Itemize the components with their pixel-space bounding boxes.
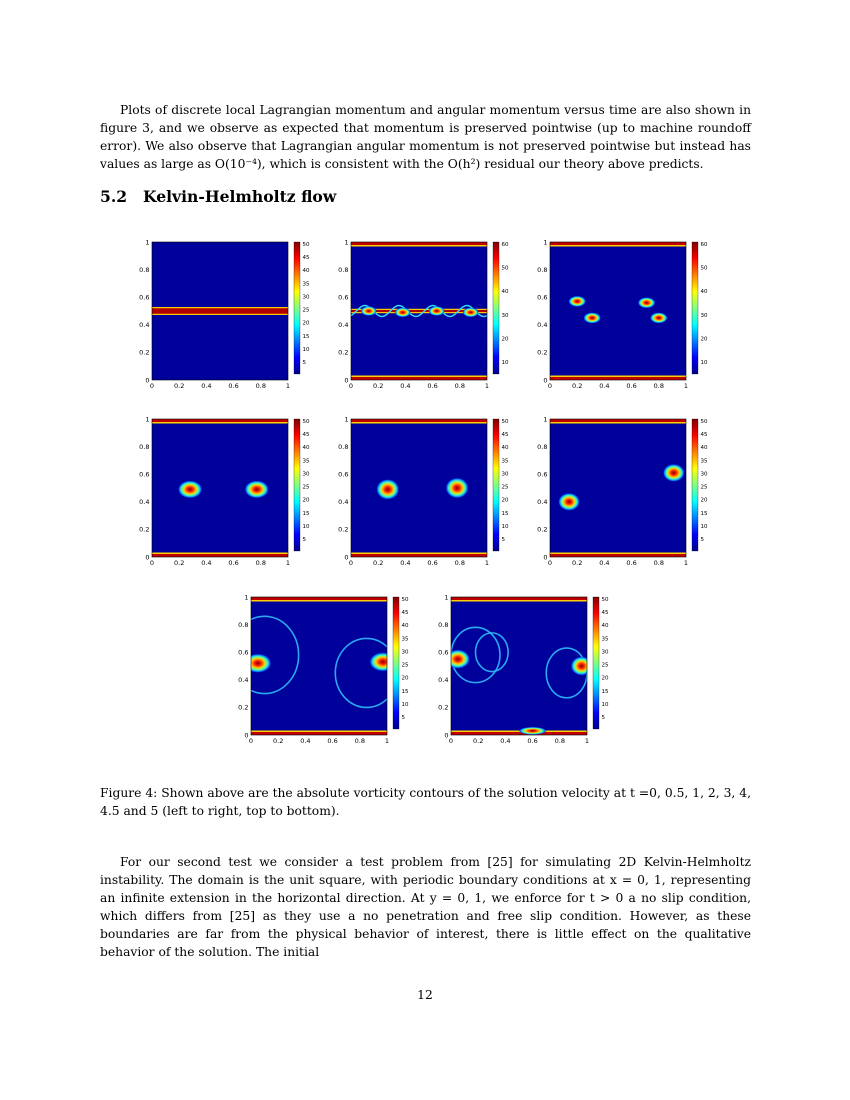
x-tick-label: 0.2 — [572, 382, 583, 390]
y-tick-label: 0.2 — [238, 703, 249, 712]
vortex — [361, 306, 377, 316]
y-tick-label: 0.6 — [537, 470, 548, 479]
colorbar — [294, 242, 300, 374]
colorbar-tick-label: 5 — [501, 537, 505, 543]
vorticity-panel — [339, 411, 519, 566]
y-tick-label: 0 — [145, 376, 150, 385]
y-tick-label: 1 — [444, 593, 449, 602]
x-tick-label: 0.4 — [201, 382, 212, 390]
colorbar-tick-label: 50 — [501, 265, 509, 272]
y-tick-label: 0.4 — [338, 321, 349, 330]
x-tick-label: 0 — [448, 737, 454, 745]
y-tick-label: 0 — [543, 553, 548, 562]
x-tick-label: 1 — [384, 737, 390, 745]
y-tick-label: 0.2 — [338, 525, 349, 534]
colorbar — [692, 419, 698, 551]
paragraph-intro: Plots of discrete local Lagrangian momentum and angular momentum versus time are also shown in figure 3, and we observe as expected that momentum is preserved pointwise (up to machine roundoff error). We also observe that Lagrangian angular momentum is not preserved pointwise but instead has values as large as O(10⁻⁴), which is consistent with the O(h²) residual our theory above predicts. — [100, 103, 751, 171]
colorbar-tick-label: 10 — [302, 523, 310, 530]
x-tick-label: 0.4 — [599, 559, 610, 567]
section-heading — [100, 187, 336, 206]
colorbar-tick-label: 25 — [700, 484, 708, 491]
vortex — [376, 479, 399, 500]
y-tick-label: 0.4 — [537, 498, 548, 507]
wall-vortex — [519, 727, 547, 735]
vorticity-plot — [140, 411, 320, 571]
colorbar-tick-label: 50 — [601, 597, 609, 603]
colorbar-tick-label: 10 — [501, 523, 509, 530]
colorbar-tick-label: 20 — [501, 336, 509, 343]
y-tick-label: 1 — [145, 238, 150, 247]
colorbar — [493, 419, 499, 551]
colorbar-tick-label: 20 — [700, 497, 708, 504]
colorbar-tick-label: 40 — [302, 268, 310, 275]
colorbar-tick-label: 10 — [601, 701, 609, 708]
colorbar — [593, 597, 599, 729]
x-tick-label: 0 — [547, 382, 553, 390]
vortex — [446, 649, 470, 668]
wall-shear-layer — [251, 732, 387, 735]
wall-shear-layer — [351, 242, 487, 245]
y-tick-label: 1 — [344, 238, 349, 247]
wall-shear-layer — [351, 419, 487, 422]
vorticity-panel — [538, 234, 718, 389]
x-tick-label: 0.8 — [354, 737, 365, 745]
y-tick-label: 1 — [344, 415, 349, 424]
y-tick-label: 0.6 — [238, 648, 249, 657]
vorticity-plot — [239, 589, 419, 749]
wall-shear-layer — [550, 554, 686, 557]
figure-caption: Figure 4: Shown above are the absolute vorticity contours of the solution velocity at t =0, 0.5, 1, 2, 3, 4, 4.5 and 5 (left to right, top to bottom). — [100, 786, 751, 818]
y-tick-label: 0.2 — [139, 348, 150, 357]
plot-background — [550, 419, 686, 557]
colorbar-tick-label: 30 — [302, 471, 310, 478]
colorbar-tick-label: 50 — [700, 265, 708, 272]
colorbar-tick-label: 5 — [302, 537, 306, 543]
page-number: 12 — [417, 988, 433, 1002]
colorbar-tick-label: 45 — [700, 432, 708, 439]
y-tick-label: 0.8 — [338, 442, 349, 451]
colorbar-tick-label: 10 — [700, 523, 708, 530]
vorticity-plot — [439, 589, 619, 749]
colorbar-tick-label: 50 — [700, 419, 708, 425]
vortex — [650, 312, 668, 323]
y-tick-label: 0.8 — [537, 442, 548, 451]
y-tick-label: 0.4 — [338, 498, 349, 507]
vortex — [446, 478, 469, 499]
x-tick-label: 0.8 — [653, 382, 664, 390]
x-tick-label: 0.8 — [653, 559, 664, 567]
x-tick-label: 0.4 — [300, 737, 311, 745]
y-tick-label: 0 — [543, 376, 548, 385]
wall-shear-layer — [351, 554, 487, 557]
colorbar-tick-label: 20 — [700, 336, 708, 343]
colorbar-tick-label: 60 — [700, 242, 708, 248]
colorbar-tick-label: 15 — [302, 510, 310, 517]
colorbar-tick-label: 50 — [302, 242, 310, 248]
colorbar-tick-label: 45 — [302, 432, 310, 439]
vorticity-panel — [538, 411, 718, 566]
x-tick-label: 0.6 — [228, 382, 239, 390]
x-tick-label: 0.8 — [554, 737, 565, 745]
x-tick-label: 0.6 — [626, 559, 637, 567]
vorticity-panel — [439, 589, 619, 744]
x-tick-label: 0.2 — [174, 559, 185, 567]
colorbar-tick-label: 35 — [302, 281, 310, 288]
colorbar-tick-label: 50 — [501, 419, 509, 425]
x-tick-label: 0.4 — [599, 382, 610, 390]
colorbar-tick-label: 35 — [302, 458, 310, 465]
colorbar-tick-label: 30 — [700, 471, 708, 478]
colorbar-tick-label: 5 — [401, 715, 405, 721]
plot-background — [451, 597, 587, 735]
y-tick-label: 0.6 — [139, 470, 150, 479]
x-tick-label: 0.6 — [626, 382, 637, 390]
colorbar-tick-label: 40 — [401, 623, 409, 630]
y-tick-label: 0.4 — [139, 321, 150, 330]
paragraph-kh-setup: For our second test we consider a test problem from [25] for simulating 2D Kelvin-Helmholtz instability. The domain is the unit square, with periodic boundary conditions at x = 0, 1, representing an infinite extension in the horizontal direction. At y = 0, 1, we enforce for t > 0 a no slip condition, which differs from [25] as they use a no penetration and free slip condition. However, as these boundaries are far from the physical behavior of interest, there is little effect on the qualitative behavior of the solution. The initial — [100, 855, 751, 959]
x-tick-label: 0.2 — [473, 737, 484, 745]
x-tick-label: 0.6 — [527, 737, 538, 745]
vorticity-panel — [239, 589, 419, 744]
x-tick-label: 1 — [484, 382, 490, 390]
colorbar-tick-label: 15 — [501, 510, 509, 517]
y-tick-label: 1 — [543, 238, 548, 247]
colorbar-tick-label: 60 — [501, 242, 509, 248]
colorbar-tick-label: 40 — [501, 289, 509, 296]
colorbar-tick-label: 35 — [501, 458, 509, 465]
x-tick-label: 0.4 — [400, 382, 411, 390]
colorbar-tick-label: 50 — [401, 597, 409, 603]
y-tick-label: 0.6 — [338, 470, 349, 479]
wall-shear-layer — [550, 419, 686, 422]
x-tick-label: 0.4 — [400, 559, 411, 567]
y-tick-label: 0.8 — [438, 620, 449, 629]
colorbar-tick-label: 10 — [401, 701, 409, 708]
wall-shear-layer — [152, 419, 288, 422]
vorticity-plot — [538, 234, 718, 394]
colorbar-tick-label: 30 — [700, 312, 708, 319]
colorbar-tick-label: 25 — [302, 484, 310, 491]
colorbar-tick-label: 5 — [601, 715, 605, 721]
x-tick-label: 0.4 — [500, 737, 511, 745]
colorbar-tick-label: 15 — [601, 688, 609, 695]
y-tick-label: 0.4 — [438, 676, 449, 685]
x-tick-label: 0.4 — [201, 559, 212, 567]
y-tick-label: 0 — [344, 376, 349, 385]
colorbar — [294, 419, 300, 551]
colorbar-tick-label: 30 — [501, 471, 509, 478]
colorbar-tick-label: 45 — [401, 610, 409, 617]
colorbar-tick-label: 5 — [302, 360, 306, 366]
colorbar-tick-label: 40 — [302, 445, 310, 452]
vortex — [395, 308, 411, 318]
colorbar-tick-label: 15 — [302, 333, 310, 340]
colorbar-tick-label: 10 — [302, 346, 310, 353]
colorbar-tick-label: 45 — [601, 610, 609, 617]
x-tick-label: 1 — [584, 737, 590, 745]
vortex — [369, 652, 396, 671]
y-tick-label: 0 — [244, 731, 249, 740]
x-tick-label: 0.2 — [572, 559, 583, 567]
wall-shear-layer — [451, 732, 587, 735]
colorbar-tick-label: 20 — [601, 675, 609, 682]
y-tick-label: 0.2 — [338, 348, 349, 357]
vorticity-panel — [339, 234, 519, 389]
wall-shear-layer — [351, 377, 487, 380]
x-tick-label: 0 — [248, 737, 254, 745]
vorticity-plot — [339, 234, 519, 394]
colorbar-tick-label: 10 — [700, 360, 708, 366]
vortex — [178, 480, 202, 498]
y-tick-label: 0 — [444, 731, 449, 740]
colorbar-tick-label: 20 — [302, 320, 310, 327]
vortex — [568, 296, 586, 307]
y-tick-label: 0.8 — [238, 620, 249, 629]
colorbar-tick-label: 30 — [501, 312, 509, 319]
x-tick-label: 0.2 — [373, 559, 384, 567]
colorbar-tick-label: 25 — [401, 662, 409, 669]
vorticity-plot — [339, 411, 519, 571]
y-tick-label: 0 — [145, 553, 150, 562]
colorbar-tick-label: 15 — [401, 688, 409, 695]
colorbar-tick-label: 40 — [601, 623, 609, 630]
y-tick-label: 1 — [543, 415, 548, 424]
colorbar-tick-label: 25 — [302, 307, 310, 314]
y-tick-label: 0.6 — [338, 293, 349, 302]
x-tick-label: 0.2 — [273, 737, 284, 745]
colorbar-tick-label: 30 — [302, 294, 310, 301]
x-tick-label: 0.8 — [454, 382, 465, 390]
y-tick-label: 0.2 — [537, 525, 548, 534]
y-tick-label: 0.2 — [438, 703, 449, 712]
x-tick-label: 1 — [683, 382, 689, 390]
y-tick-label: 0.4 — [139, 498, 150, 507]
colorbar-tick-label: 20 — [302, 497, 310, 504]
colorbar-tick-label: 35 — [700, 458, 708, 465]
colorbar-tick-label: 40 — [700, 289, 708, 296]
x-tick-label: 0 — [149, 559, 155, 567]
y-tick-label: 0.6 — [139, 293, 150, 302]
colorbar-tick-label: 10 — [501, 360, 509, 366]
colorbar-tick-label: 45 — [501, 432, 509, 439]
wall-shear-layer — [550, 377, 686, 380]
x-tick-label: 0 — [547, 559, 553, 567]
wall-shear-layer — [251, 597, 387, 600]
vortex — [558, 493, 580, 511]
colorbar — [493, 242, 499, 374]
y-tick-label: 0 — [344, 553, 349, 562]
vortex — [244, 480, 268, 498]
vortex — [583, 312, 601, 323]
vortex — [571, 656, 593, 675]
colorbar-tick-label: 35 — [401, 636, 409, 643]
x-tick-label: 0 — [348, 559, 354, 567]
colorbar-tick-label: 25 — [601, 662, 609, 669]
colorbar-tick-label: 20 — [401, 675, 409, 682]
y-tick-label: 1 — [244, 593, 249, 602]
x-tick-label: 0 — [348, 382, 354, 390]
y-tick-label: 0.2 — [139, 525, 150, 534]
vorticity-plot — [538, 411, 718, 571]
colorbar-tick-label: 30 — [601, 649, 609, 656]
vortex — [638, 297, 656, 308]
x-tick-label: 0.6 — [427, 382, 438, 390]
y-tick-label: 0.8 — [338, 265, 349, 274]
vortex — [663, 464, 685, 482]
x-tick-label: 1 — [285, 382, 291, 390]
colorbar-tick-label: 30 — [401, 649, 409, 656]
vorticity-plot — [140, 234, 320, 394]
vortex — [463, 308, 479, 318]
colorbar-tick-label: 35 — [601, 636, 609, 643]
colorbar-tick-label: 50 — [302, 419, 310, 425]
vorticity-panel — [140, 234, 320, 389]
colorbar-tick-label: 15 — [700, 510, 708, 517]
x-tick-label: 0.6 — [427, 559, 438, 567]
vorticity-panel — [140, 411, 320, 566]
y-tick-label: 0.6 — [537, 293, 548, 302]
y-tick-label: 0.4 — [238, 676, 249, 685]
y-tick-label: 0.8 — [537, 265, 548, 274]
x-tick-label: 1 — [683, 559, 689, 567]
section-number: 5.2 — [100, 187, 128, 206]
y-tick-label: 1 — [145, 415, 150, 424]
colorbar-tick-label: 40 — [501, 445, 509, 452]
colorbar — [692, 242, 698, 374]
y-tick-label: 0.4 — [537, 321, 548, 330]
x-tick-label: 1 — [285, 559, 291, 567]
colorbar-tick-label: 45 — [302, 255, 310, 262]
x-tick-label: 0 — [149, 382, 155, 390]
plot-background — [550, 242, 686, 380]
x-tick-label: 0.8 — [255, 382, 266, 390]
x-tick-label: 0.6 — [228, 559, 239, 567]
y-tick-label: 0.6 — [438, 648, 449, 657]
wall-shear-layer — [152, 554, 288, 557]
colorbar — [393, 597, 399, 729]
wall-shear-layer — [550, 242, 686, 245]
colorbar-tick-label: 40 — [700, 445, 708, 452]
y-tick-label: 0.8 — [139, 265, 150, 274]
colorbar-tick-label: 5 — [700, 537, 704, 543]
colorbar-tick-label: 25 — [501, 484, 509, 491]
wall-shear-layer — [451, 597, 587, 600]
y-tick-label: 0.8 — [139, 442, 150, 451]
x-tick-label: 0.8 — [255, 559, 266, 567]
x-tick-label: 0.6 — [327, 737, 338, 745]
x-tick-label: 0.2 — [373, 382, 384, 390]
section-title: Kelvin-Helmholtz flow — [143, 187, 337, 206]
y-tick-label: 0.2 — [537, 348, 548, 357]
x-tick-label: 1 — [484, 559, 490, 567]
colorbar-tick-label: 20 — [501, 497, 509, 504]
x-tick-label: 0.8 — [454, 559, 465, 567]
vortex — [429, 306, 445, 316]
x-tick-label: 0.2 — [174, 382, 185, 390]
